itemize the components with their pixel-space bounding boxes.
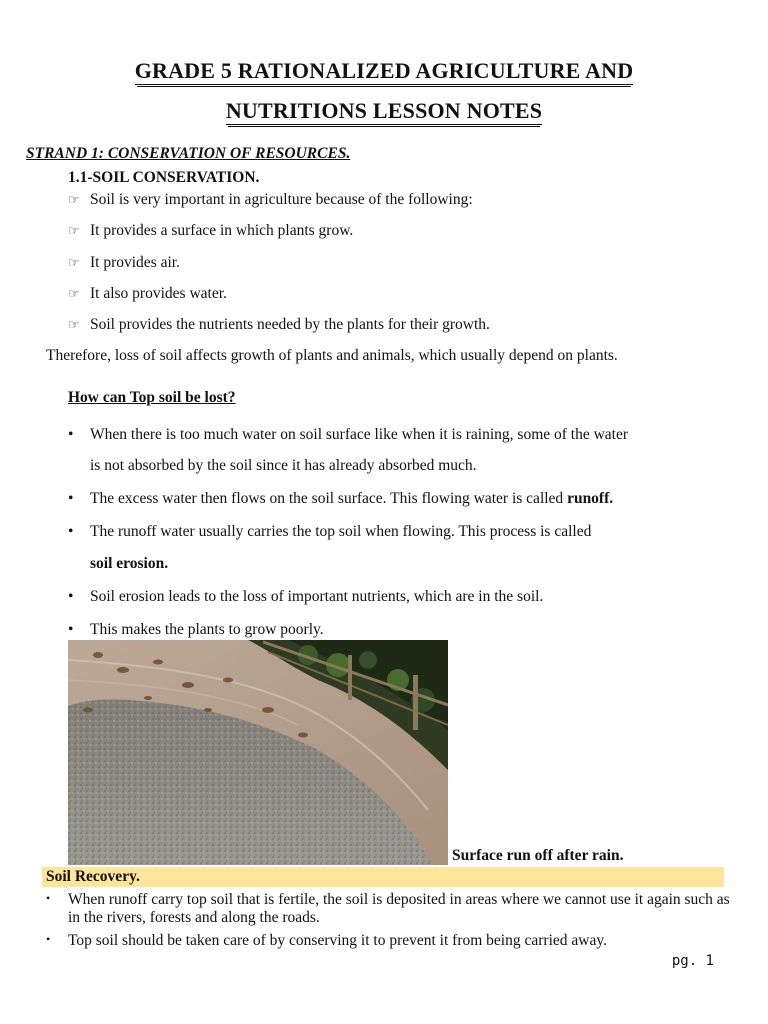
soil-recovery-heading: Soil Recovery.: [46, 868, 140, 885]
importance-item: ☞ It provides a surface in which plants grow.: [68, 222, 354, 239]
photo-caption: Surface run off after rain.: [452, 847, 624, 864]
pointing-hand-icon: ☞: [68, 192, 80, 207]
bullet-icon: •: [68, 426, 74, 443]
document-title-line-2: NUTRITIONS LESSON NOTES: [225, 98, 543, 123]
bullet-icon: •: [46, 932, 51, 946]
strand-heading: STRAND 1: CONSERVATION OF RESOURCES.: [26, 145, 351, 162]
bullet-icon: •: [68, 621, 74, 638]
page-number: pg. 1: [671, 953, 714, 969]
pointing-hand-icon: ☞: [68, 255, 80, 270]
importance-item: ☞ Soil is very important in agriculture because of the following:: [68, 191, 473, 208]
pointing-hand-icon: ☞: [68, 286, 80, 301]
section-subheading: 1.1-SOIL CONSERVATION.: [68, 169, 260, 186]
pointing-hand-icon: ☞: [68, 223, 80, 238]
bullet-icon: •: [68, 588, 74, 605]
question-heading: How can Top soil be lost?: [68, 389, 236, 406]
bullet-icon: •: [68, 490, 74, 507]
importance-item: ☞ Soil provides the nutrients needed by the plants for their growth.: [68, 316, 490, 333]
bullet-icon: •: [68, 523, 74, 540]
soil-recovery-heading-bar: [42, 867, 724, 887]
therefore-paragraph: Therefore, loss of soil affects growth of plants and animals, which usually depend on plants.: [46, 347, 618, 364]
runoff-photo-illustration: [68, 640, 448, 865]
bullet-icon: •: [46, 891, 51, 905]
importance-item: ☞ It also provides water.: [68, 285, 227, 302]
pointing-hand-icon: ☞: [68, 317, 80, 332]
document-title-line-1: GRADE 5 RATIONALIZED AGRICULTURE AND: [134, 58, 634, 83]
importance-item: ☞ It provides air.: [68, 254, 180, 271]
runoff-photo: [68, 640, 448, 865]
